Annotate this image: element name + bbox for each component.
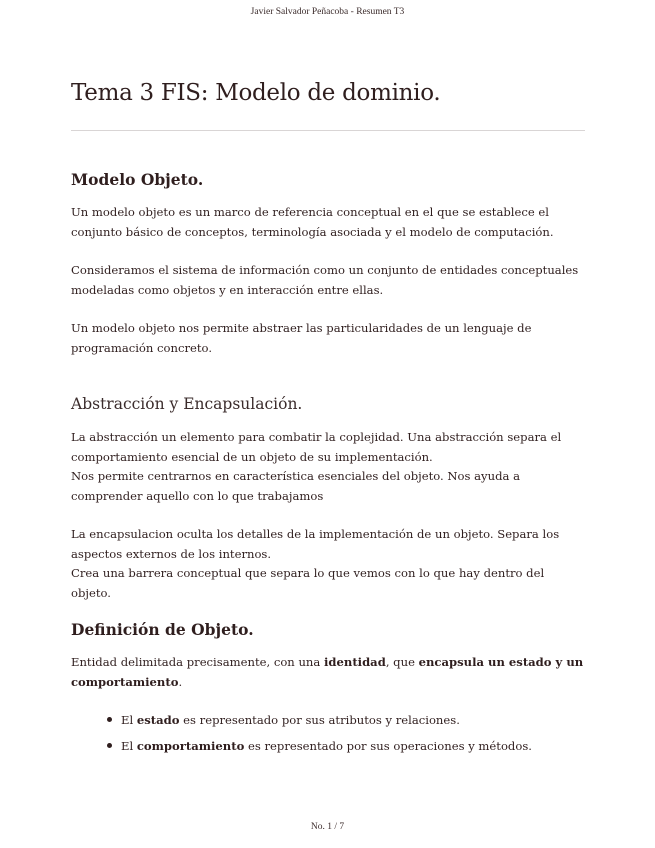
paragraph-definicion-objeto — [71, 653, 586, 692]
bullet-dot-icon — [107, 743, 112, 748]
document-title: Tema 3 FIS: Modelo de dominio. — [71, 80, 441, 106]
bullet-text-pre: El — [121, 739, 137, 753]
title-divider — [71, 130, 585, 131]
paragraph-modelo-objeto-2: Consideramos el sistema de información como un conjunto de entidades conceptuales modeladas como objetos y en interacción entre ellas. — [71, 263, 579, 297]
list-item — [71, 733, 586, 759]
abstraccion-line-a: La abstracción un elemento para combatir la coplejidad. Una abstracción separa el comportamiento esencial de un objeto de su implementación. — [71, 430, 562, 464]
heading-abstraccion-encapsulacion: Abstracción y Encapsulación. — [71, 395, 303, 413]
paragraph-abstraccion — [71, 428, 586, 506]
definicion-intro-text-1: Entidad delimitada precisamente, con una — [71, 655, 324, 669]
encapsulacion-line-a: La encapsulacion oculta los detalles de la implementación de un objeto. Separa los aspectos externos de los internos. — [71, 527, 560, 561]
abstraccion-line-b: Nos permite centrarnos en característica esenciales del objeto. Nos ayuda a comprender aquello con lo que trabajamos — [71, 469, 521, 503]
heading-definicion-objeto: Definición de Objeto. — [71, 620, 254, 639]
page-number: No. 1 / 7 — [310, 822, 345, 832]
encapsulacion-line-b: Crea una barrera conceptual que separa lo que vemos con lo que hay dentro del objeto. — [71, 566, 545, 600]
definicion-intro-text-3: . — [178, 674, 183, 689]
definicion-intro-text-2: , que — [385, 655, 419, 669]
heading-modelo-objeto: Modelo Objeto. — [71, 170, 204, 189]
paragraph-encapsulacion — [71, 525, 586, 603]
bullet-text-post: es representado por sus operaciones y métodos. — [244, 739, 532, 753]
list-item — [71, 707, 586, 733]
definicion-identidad-term: identidad — [324, 655, 386, 669]
bullet-term-estado: estado — [136, 713, 180, 727]
bullet-text-post: es representado por sus atributos y relaciones. — [179, 713, 460, 727]
paragraph-modelo-objeto-1: Un modelo objeto es un marco de referencia conceptual en el que se establece el conjunto básico de conceptos, terminología asociada y el modelo de computación. — [71, 205, 554, 239]
bullet-dot-icon — [107, 717, 112, 722]
paragraph-modelo-objeto-3: Un modelo objeto nos permite abstraer las particularidades de un lenguaje de programación concreto. — [71, 321, 532, 355]
definicion-encapsula-phrase: encapsula un estado y un comportamiento — [71, 655, 584, 689]
bullet-text-pre: El — [121, 713, 137, 727]
running-header: Javier Salvador Peñacoba - Resumen T3 — [250, 7, 405, 17]
bullet-term-comportamiento: comportamiento — [136, 739, 245, 753]
definicion-bullet-list — [71, 707, 586, 759]
